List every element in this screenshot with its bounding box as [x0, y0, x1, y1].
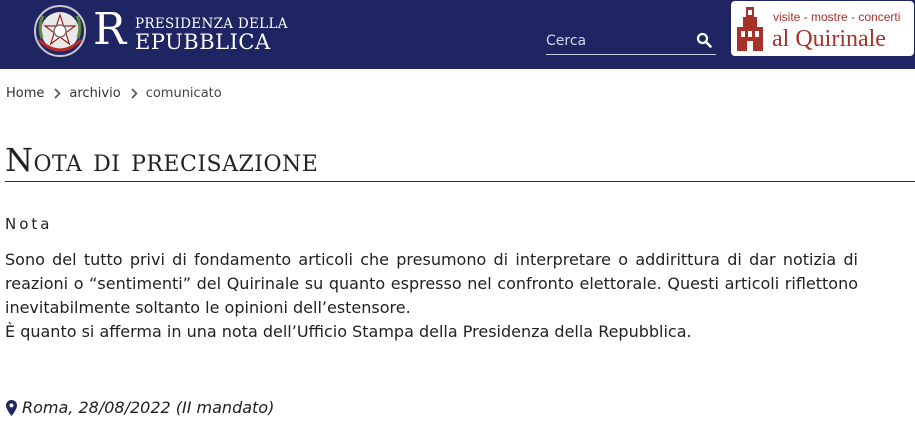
article-paragraph: È quanto si afferma in una nota dell’Ufficio Stampa della Presidenza della Repubblica.: [5, 322, 692, 341]
quirinale-promo-banner[interactable]: [731, 1, 914, 56]
brand-initial: R: [93, 4, 127, 55]
article-paragraph: Sono del tutto privi di fondamento articoli che presumono di interpretare o addirittura di dar notizia di reazioni o “sentimenti” del Quirinale su quanto espresso nel confronto elettorale. Questi articoli riflettono inevitabilmente soltanto le opinioni dell’estensore.: [5, 250, 858, 317]
section-label: Nota: [5, 215, 53, 233]
breadcrumb-current: comunicato: [145, 86, 222, 101]
article-body: [5, 248, 858, 344]
map-marker-icon: [6, 400, 17, 416]
brand-top-line: PRESIDENZA DELLA: [135, 16, 288, 32]
search-box: [546, 28, 716, 55]
breadcrumb-archivio-link[interactable]: archivio: [69, 86, 121, 101]
chevron-right-icon: [52, 87, 62, 100]
breadcrumb: [6, 86, 222, 101]
site-header: [0, 0, 915, 69]
breadcrumb-home-link[interactable]: Home: [6, 86, 45, 101]
quirinale-tower-icon: [735, 5, 765, 53]
page-title-block: [5, 139, 915, 182]
location-date: [6, 398, 274, 417]
promo-title: al Quirinale: [772, 26, 886, 52]
search-icon[interactable]: [696, 32, 712, 48]
page-title: Nota di precisazione: [5, 141, 319, 179]
italian-republic-emblem-icon[interactable]: [33, 4, 87, 58]
location-date-text: Roma, 28/08/2022 (II mandato): [22, 398, 275, 417]
promo-subtitle: visite - mostre - concerti: [773, 10, 901, 24]
brand-bottom-line: EPUBBLICA: [135, 30, 271, 54]
search-input[interactable]: [546, 30, 686, 52]
chevron-right-icon: [129, 87, 139, 100]
